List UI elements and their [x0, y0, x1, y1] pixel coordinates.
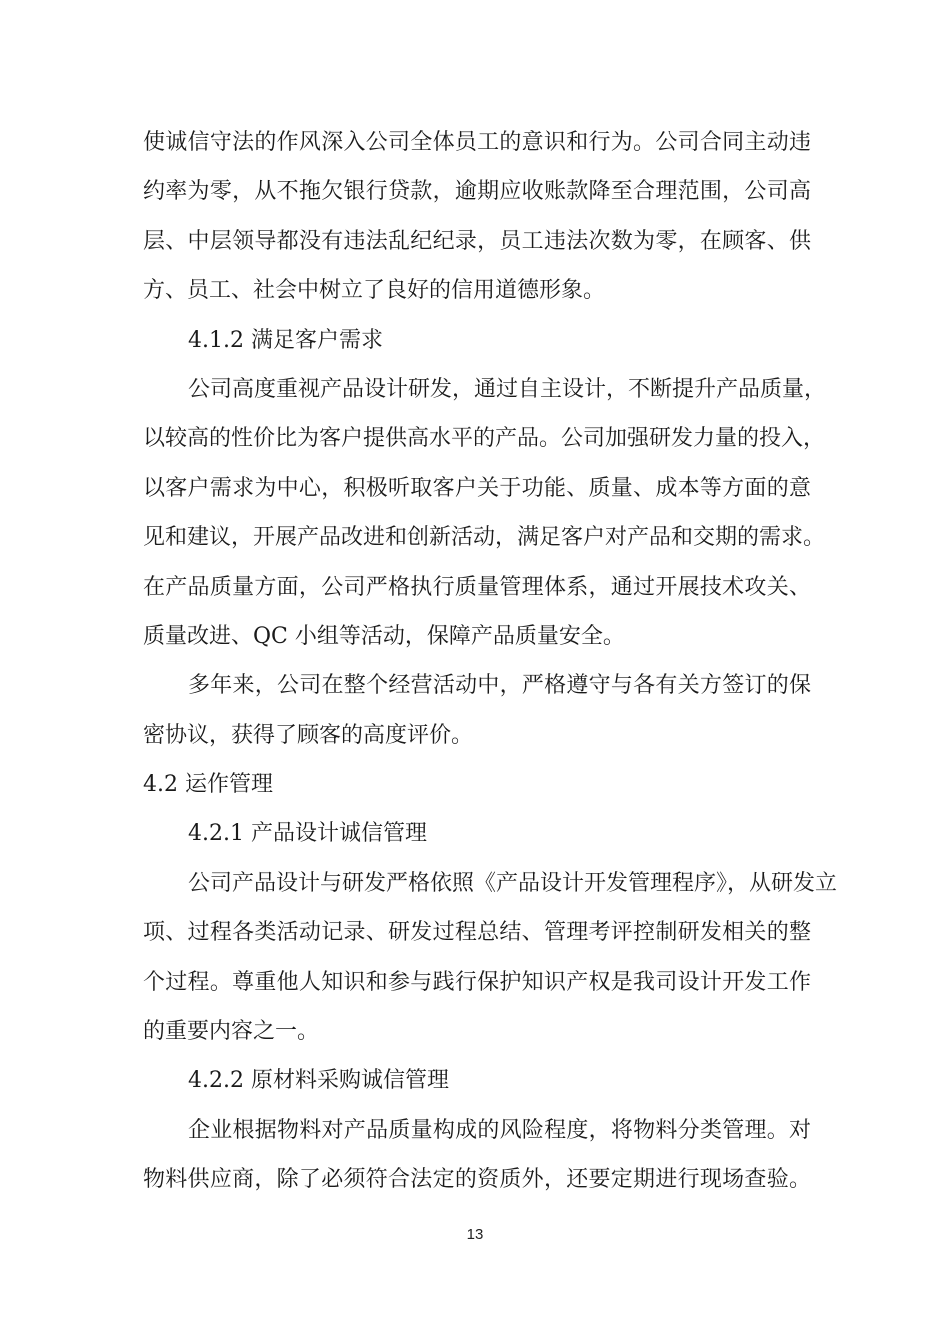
section-heading-4-2-2: 4.2.2 原材料采购诚信管理: [188, 1068, 449, 1094]
page-number: 13: [466, 1226, 484, 1243]
body-line: 以较高的性价比为客户提供高水平的产品。公司加强研发力量的投入，: [143, 426, 826, 452]
body-line: 约率为零，从不拖欠银行贷款，逾期应收账款降至合理范围，公司高: [143, 179, 811, 205]
body-line: 企业根据物料对产品质量构成的风险程度，将物料分类管理。对: [188, 1117, 811, 1143]
body-line: 以客户需求为中心，积极听取客户关于功能、质量、成本等方面的意: [143, 475, 811, 501]
section-heading-4-2-1: 4.2.1 产品设计诚信管理: [188, 821, 427, 847]
body-line: 见和建议，开展产品改进和创新活动，满足客户对产品和交期的需求。: [143, 525, 826, 551]
section-heading-4-1-2: 4.1.2 满足客户需求: [188, 327, 383, 353]
body-line: 使诚信守法的作风深入公司全体员工的意识和行为。公司合同主动违: [143, 130, 811, 155]
body-line: 公司产品设计与研发严格依照《产品设计开发管理程序》，从研发立: [188, 870, 838, 896]
body-line: 密协议，获得了顾客的高度评价。: [143, 722, 474, 748]
body-line: 层、中层领导都没有违法乱纪纪录，员工违法次数为零，在顾客、供: [143, 228, 811, 254]
body-line: 公司高度重视产品设计研发，通过自主设计，不断提升产品质量，: [188, 376, 827, 402]
body-line: 的重要内容之一。: [143, 1019, 320, 1045]
body-line: 多年来，公司在整个经营活动中，严格遵守与各有关方签订的保: [188, 673, 811, 699]
document-page: [143, 118, 838, 1205]
body-line: 个过程。尊重他人知识和参与践行保护知识产权是我司设计开发工作: [143, 969, 811, 995]
body-line: 在产品质量方面，公司严格执行质量管理体系，通过开展技术攻关、: [143, 574, 811, 600]
body-line: 项、过程各类活动记录、研发过程总结、管理考评控制研发相关的整: [143, 920, 811, 946]
body-line: 物料供应商，除了必须符合法定的资质外，还要定期进行现场查验。: [143, 1167, 811, 1193]
section-heading-4-2: 4.2 运作管理: [143, 772, 273, 798]
body-line: 方、员工、社会中树立了良好的信用道德形象。: [143, 278, 606, 304]
body-line: 质量改进、QC 小组等活动，保障产品质量安全。: [143, 623, 625, 649]
